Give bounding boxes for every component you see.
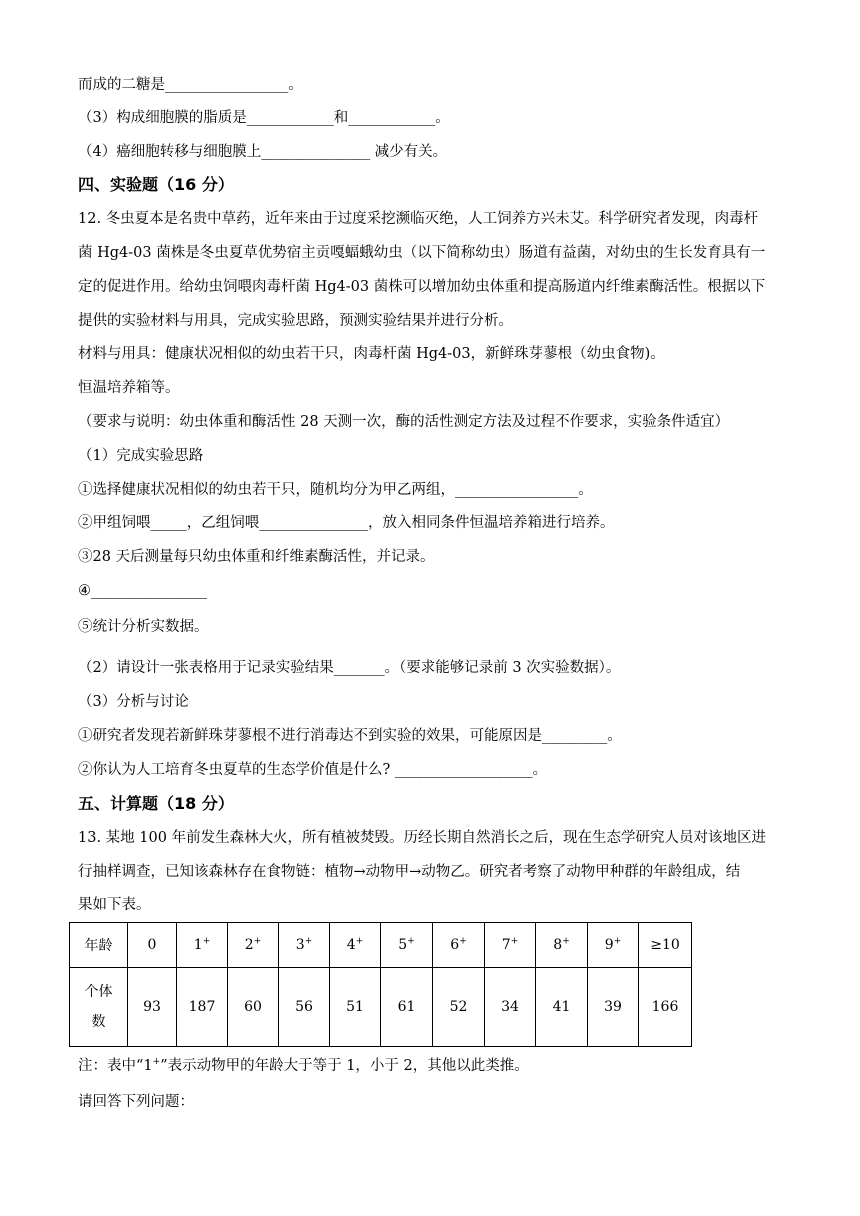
step-1: ①选择健康状况相似的幼虫若干只，随机均分为甲乙两组，_________________。 xyxy=(78,482,593,498)
count-cell: 39 xyxy=(588,968,639,1047)
discussion-2: ②你认为人工培育冬虫夏草的生态学价值是什么? ___________________。 xyxy=(78,762,548,778)
age-cell: 5+ xyxy=(381,923,433,968)
paragraph-line: 提供的实验材料与用具，完成实验思路，预测实验结果并进行分析。 xyxy=(78,313,513,329)
paragraph-line: 定的促进作用。给幼虫饲喂肉毒杆菌 Hg4-03 菌株可以增加幼虫体重和提高肠道内纤维素酶活性。根据以下 xyxy=(78,279,766,295)
age-cell: 7+ xyxy=(485,923,536,968)
count-cell: 34 xyxy=(485,968,536,1047)
age-structure-table xyxy=(69,922,692,1047)
table-row-count xyxy=(70,968,692,1047)
age-cell: 4+ xyxy=(330,923,381,968)
question-3: （3）构成细胞膜的脂质是____________和____________。 xyxy=(78,110,450,126)
age-cell: 9+ xyxy=(588,923,639,968)
count-cell: 52 xyxy=(433,968,485,1047)
paragraph-line: 13. 某地 100 年前发生森林大火，所有植被焚毁。历经长期自然消长之后，现在生态学研究人员对该地区进 xyxy=(78,830,767,846)
discussion-1: ①研究者发现若新鲜珠芽蓼根不进行消毒达不到实验的效果，可能原因是_________。 xyxy=(78,728,622,744)
age-cell: 1+ xyxy=(177,923,228,968)
count-cell: 41 xyxy=(536,968,588,1047)
table-note: 注：表中“1+”表示动物甲的年龄大于等于 1，小于 2，其他以此类推。 xyxy=(78,1057,529,1074)
subquestion-1: （1）完成实验思路 xyxy=(78,448,204,464)
step-2: ②甲组饲喂_____，乙组饲喂_______________，放入相同条件恒温培养箱进行培养。 xyxy=(78,515,615,531)
materials-line: 恒温培养箱等。 xyxy=(78,380,180,396)
materials-line: 材料与用具：健康状况相似的幼虫若干只，肉毒杆菌 Hg4-03，新鲜珠芽蓼根（幼虫食物)。 xyxy=(78,346,665,362)
count-cell: 60 xyxy=(228,968,279,1047)
question-4: （4）癌细胞转移与细胞膜上_______________ 减少有关。 xyxy=(78,144,448,160)
section-heading-experiment: 四、实验题（16 分） xyxy=(78,175,234,194)
step-5: ⑤统计分析实数据。 xyxy=(78,619,209,635)
count-cell: 93 xyxy=(128,968,177,1047)
age-cell: 6+ xyxy=(433,923,485,968)
paragraph-line: 果如下表。 xyxy=(78,897,151,913)
age-cell: ≥10 xyxy=(639,923,692,968)
count-cell: 61 xyxy=(381,968,433,1047)
paragraph-line: 菌 Hg4-03 菌株是冬虫夏草优势宿主贡嘎蝠蛾幼虫（以下简称幼虫）肠道有益菌，对幼虫的生长发育具有一 xyxy=(78,245,766,261)
count-cell: 187 xyxy=(177,968,228,1047)
count-cell: 51 xyxy=(330,968,381,1047)
row-header-count: 个体数 xyxy=(70,968,128,1047)
paragraph-line: 而成的二糖是_________________。 xyxy=(78,77,303,93)
age-cell: 8+ xyxy=(536,923,588,968)
subquestion-3: （3）分析与讨论 xyxy=(78,694,189,710)
age-cell: 3+ xyxy=(279,923,330,968)
count-cell: 166 xyxy=(639,968,692,1047)
row-header-age: 年龄 xyxy=(70,923,128,968)
age-cell: 2+ xyxy=(228,923,279,968)
count-cell: 56 xyxy=(279,968,330,1047)
step-4: ④________________ xyxy=(78,583,207,599)
answer-prompt: 请回答下列问题： xyxy=(78,1094,194,1110)
paragraph-line: 12. 冬虫夏本是名贵中草药，近年来由于过度采挖濒临灭绝，人工饲养方兴未艾。科学研究者发现，肉毒杆 xyxy=(78,211,759,227)
table-row-age xyxy=(70,923,692,968)
paragraph-line: 行抽样调查，已知该森林存在食物链：植物→动物甲→动物乙。研究者考察了动物甲种群的年龄组成，结 xyxy=(78,864,741,880)
step-3: ③28 天后测量每只幼虫体重和纤维素酶活性，并记录。 xyxy=(78,549,435,565)
age-cell: 0 xyxy=(128,923,177,968)
section-heading-calculation: 五、计算题（18 分） xyxy=(78,794,234,813)
subquestion-2: （2）请设计一张表格用于记录实验结果_______。（要求能够记录前 3 次实验数据）。 xyxy=(78,660,621,676)
requirements-note: （要求与说明：幼虫体重和酶活性 28 天测一次，酶的活性测定方法及过程不作要求，实验条件适宜） xyxy=(78,414,730,430)
